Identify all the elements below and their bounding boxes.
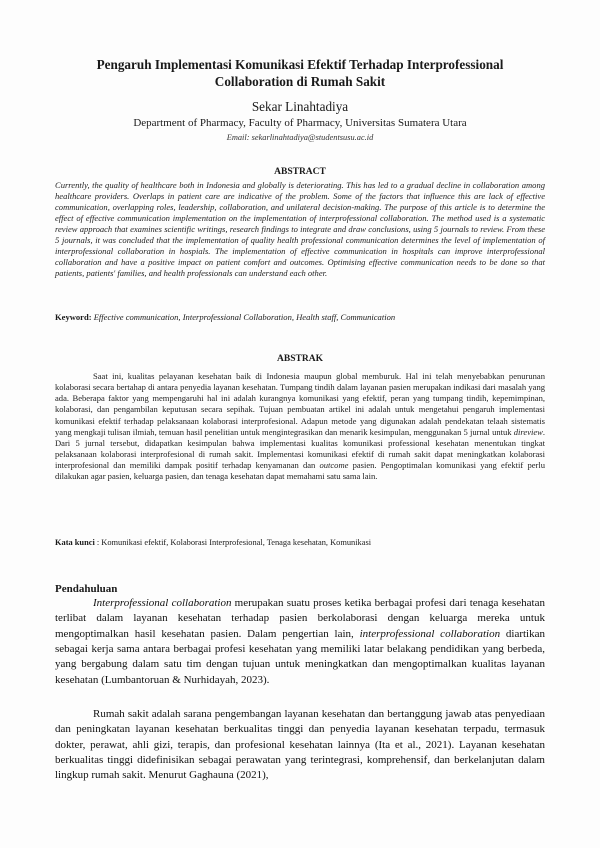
intro-paragraph-2 <box>55 707 545 784</box>
kata-kunci-label: Kata kunci <box>55 538 95 547</box>
abstract-heading: ABSTRACT <box>274 167 326 177</box>
abstrak-italic-2: outcome <box>319 460 349 471</box>
abstrak-keywords <box>55 537 545 548</box>
author-name: Sekar Linahtadiya <box>251 99 349 114</box>
intro-p1-part-1: merupakan suatu proses ketika berbagai profesi dari tenaga kesehatan terlibat dalam layanan kesehatan terhadap pasien berkolaborasi dengan keluarga mereka untuk mengoptimalkan hasil kesehatan pasien. Dalam pengertian lain, <box>55 597 545 640</box>
abstract-text: Currently, the quality of healthcare both in Indonesia and globally is deteriorating. This has led to a gradual decline in collaboration among healthcare providers. Overlaps in patient care are indicative of the problem. Some of the factors that influence this are lack of effective communication, overlapping roles, leadership, collaboration, and unilateral decision-making. The purpose of this article is to determine the effect of effective communication implementation on the implementation of interprofessional collaboration. The method used is a systematic review approach that examines scientific writings, research findings to integrate and draw conclusions, using 5 journals to review. From these 5 journals, it was concluded that the implementation of quality health professional communication determines the level of implementation of interprofessional collaboration in hospials. The implementation of effective communication in hospitals can improve interprofessional collaboration and have a positive impact on patient comfort and outcomes. Optimising effective communication needs to be done so that patients, patients' families, and health professionals can understand each other. <box>55 180 545 279</box>
intro-p1-italic-2: interprofessional collaboration <box>359 627 501 640</box>
abstrak-part-3: pasien. Pengoptimalan komunikasi yang efektif perlu dilakukan agar pasien, keluarga pasien, dan tenaga kesehatan dapat memahami satu sama lain. <box>55 460 546 482</box>
intro-p1-italic-1: Interprofessional collaboration <box>93 597 232 609</box>
keyword-list: Effective communication, Interprofessional Collaboration, Health staff, Communication <box>93 312 396 322</box>
abstrak-italic-1: direview <box>513 426 543 437</box>
abstrak-heading: ABSTRAK <box>277 354 323 364</box>
intro-p2-text: Rumah sakit adalah sarana pengembangan layanan kesehatan dan bertanggung jawab atas penyediaan dan peningkatan layanan kesehatan berkualitas tinggi dan penyedia layanan kesehatan terpadu, termasuk dokter, perawat, ahli gizi, terapis, dan profesional kesehatan lainnya (Ita et al., 2021). Layanan kesehatan berkualitas tinggi didefinisikan sebagai perawatan yang terintegrasi, komprehensif, dan berkelanjutan dalam lingkup rumah sakit. Menurut Gaghauna (2021), <box>55 708 545 782</box>
intro-paragraph-1 <box>55 596 545 688</box>
abstrak-part-1: Saat ini, kualitas pelayanan kesehatan baik di Indonesia maupun global memburuk. Hal ini telah menyebabkan penurunan kolaborasi secara bertahap di antara penyedia layanan kesehatan. Tumpang tindih dalam layanan pasien merupakan indikasi dari masalah yang ada. Beberapa faktor yang mempengaruhi hal ini adalah kurangnya komunikasi yang efektif, peran yang tumpang tindih, kepemimpinan, kolaborasi, dan pengambilan keputusan secara sepihak. Tujuan pembuatan artikel ini adalah untuk mengetahui pengaruh implementasi komunikasi efektif terhadap pelaksanaan kolaborasi interprofesional. Adapun metode yang digunakan adalah pendekatan telaah sistematis yang mengkaji tulisan ilmiah, temuan hasil penelitian untuk mengintegrasikan dan menarik kesimpulan, menggunakan 5 jurnal untuk <box>55 371 545 437</box>
section-heading-pendahuluan: Pendahuluan <box>55 583 118 595</box>
author-email: Email: sekarlinahtadiya@studentsusu.ac.id <box>226 133 374 142</box>
keyword-label: Keyword: <box>55 312 92 322</box>
intro-p1-part-2: diartikan sebagai kerja sama antara berbagai profesi kesehatan yang memiliki latar belakang pendidikan yang berbeda, yang bergabung dalam satu tim dengan tujuan untuk meningkatkan dan mengoptimalkan kualitas layanan kesehatan (Lumbantoruan & Nurhidayah, 2023). <box>55 627 545 686</box>
author-affiliation: Department of Pharmacy, Faculty of Pharmacy, Universitas Sumatera Utara <box>133 117 467 129</box>
kata-kunci-list: : Komunikasi efektif, Kolaborasi Interprofesional, Tenaga kesehatan, Komunikasi <box>94 538 372 547</box>
abstrak-part-2: . Dari 5 jurnal tersebut, didapatkan kesimpulan bahwa implementasi kualitas komunikasi professional kesehatan menentukan tingkat pelaksanaan kolaborasi interprofesional di rumah sakit. Implementasi komunikasi efektif di rumah sakit dapat meningkatkan kolaborasi interprofesional dan memiliki dampak positif terhadap kenyamanan dan <box>55 426 546 471</box>
abstract-keywords <box>55 312 545 323</box>
paper-title: Pengaruh Implementasi Komunikasi Efektif Terhadap Interprofessional Collaboration di Rumah Sakit <box>96 57 504 89</box>
abstrak-text <box>55 371 545 483</box>
